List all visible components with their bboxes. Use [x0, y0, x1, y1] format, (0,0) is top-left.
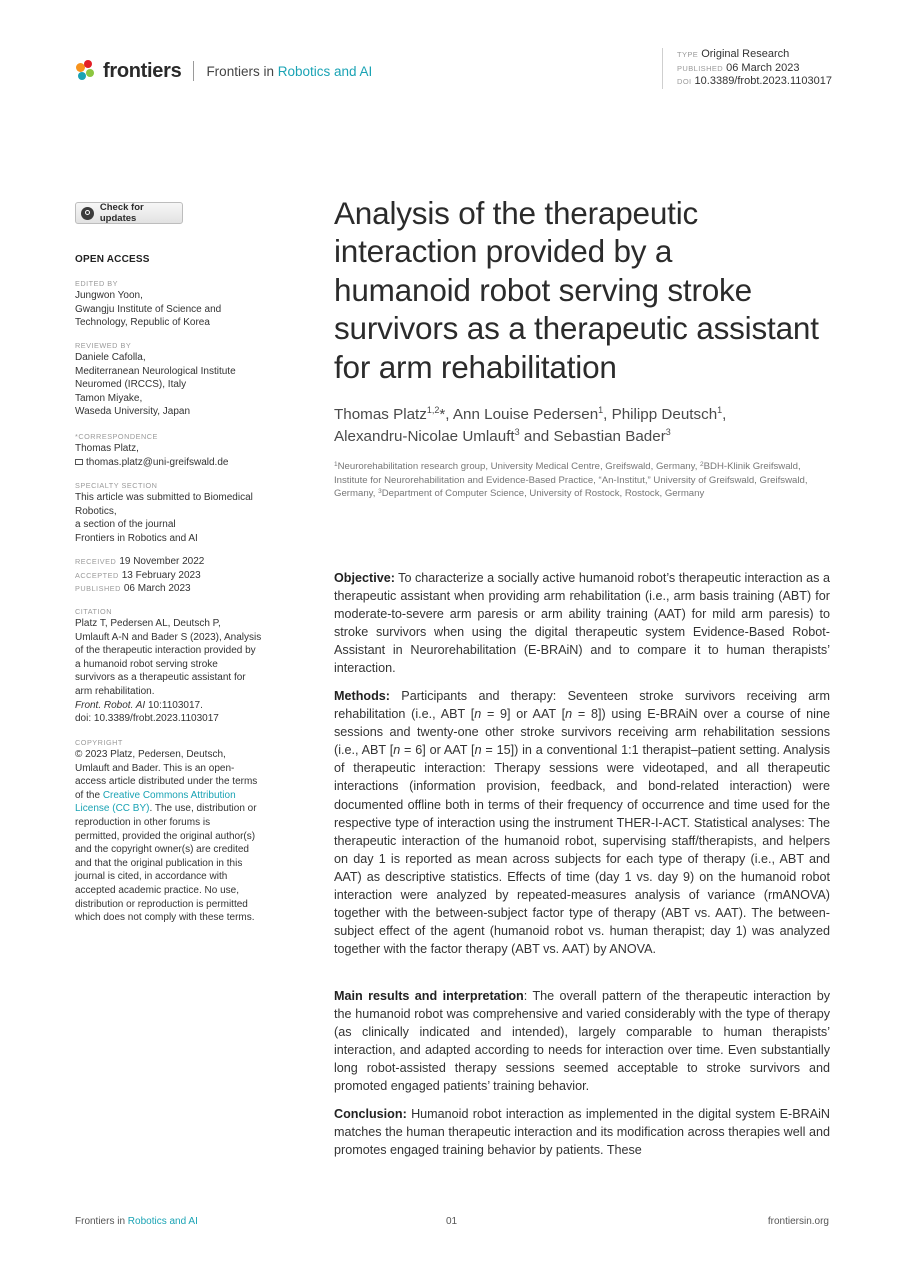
logo-divider — [193, 61, 194, 81]
frontiers-logo[interactable] — [75, 58, 372, 84]
footer-journal-link[interactable]: Robotics and AI — [127, 1216, 198, 1227]
abstract-methods: Methods: Participants and therapy: Seventeen stroke survivors receiving arm rehabilitation (i.e., ABT [n = 9] or AAT [n = 8]) using E-BRAiN over a course of nine sessions and twenty-one other stroke survivors receiving arm rehabilitation sessions (i.e., ABT [n = 6] or AAT [n = 15]) in a conventional 1:1 therapist–patient setting. Analysis of therapeutic interaction: Therapy sessions were videotaped, and all therapeutic interactions (information provision, feedback, and bond-related interaction) were documented offline both in terms of their frequency of occurrence and time used for the respective type of interaction using the instrument THER-I-ACT. Statistical analyses: The therapeutic interaction of the humanoid robot, supervising staff/therapists, and helpers on day 1 is reported as mean across subjects for each type of therapy (i.e., ABT and AAT) as descriptive statistics. Effects of time (day 1 vs. day 9) on the humanoid robot interaction were analyzed by repeated-measures analysis of variance (rmANOVA) together with the between-subject factor type of therapy (ABT vs. AAT). The between-subject effect of the agent (humanoid robot vs. human therapist; day 1) was analyzed together with the factor therapy (ABT vs. AAT) by ANOVA. — [334, 689, 831, 957]
meta-published: PUBLISHED 06 March 2023 — [677, 61, 800, 74]
frontiers-logo-icon — [75, 60, 97, 82]
specialty-section: SPECIALTY SECTION This article was submitted to Biomedical Robotics, a section of the journal Frontiers in Robotics and AI — [75, 481, 253, 544]
author-name: Philipp Deutsch — [611, 406, 718, 423]
received-date: RECEIVED 19 November 2022 — [75, 556, 205, 567]
check-updates-label: Check for updates — [99, 202, 144, 224]
footer-journal: Frontiers in Robotics and AI — [75, 1216, 198, 1227]
abstract-objective: Objective: To characterize a socially active humanoid robot’s therapeutic interaction as a therapeutic assistant when providing arm rehabilitation (i.e., arm basis training (ABT) for moderate-to-severe arm paresis or arm ability training (AAT) for mild arm paresis) to stroke survivors when using the digital therapeutic system Evidence-Based Robot-Assistant in Neurorehabilitation (E-BRAiN) and to compare it to human therapists’ interaction. — [334, 571, 830, 676]
cc-by-link[interactable]: License (CC BY) — [75, 803, 150, 815]
article-meta — [662, 48, 832, 89]
reviewed-by-section: REVIEWED BY Daniele Cafolla, Mediterranean Neurological Institute Neuromed (IRCCS), Italy Tamon Miyake, Waseda University, Japan — [75, 341, 236, 418]
mail-icon — [75, 459, 83, 465]
author-name: Alexandru-Nicolae Umlauft — [334, 428, 515, 445]
author-list: Thomas Platz$^{1,2}$*, Ann Louise Pedersen$^1$, Philipp Deutsch$^1$, Alexandru-Nicolae Umlauft$^3$ and Sebastian Bader$^3$ — [334, 405, 727, 445]
check-updates-icon — [81, 207, 94, 220]
dates-section — [75, 555, 280, 596]
cc-license-link[interactable]: Creative Commons Attribution — [102, 789, 236, 801]
copyright-section: COPYRIGHT © 2023 Platz, Pedersen, Deutsch, Umlauft and Bader. This is an open- access article distributed under the terms of the Creative Commons Attribution License (CC BY). The use, distribution or reproduction in other forums is permitted, provided the original author(s) and the copyright owner(s) are credited and that the original publication in this journal is cited, in accordance with accepted academic practice. No use, distribution or reproduction is permitted which does not comply with these terms. — [75, 738, 258, 924]
journal-name: Frontiers in Robotics and AI — [206, 63, 373, 79]
edited-by-section: EDITED BY Jungwon Yoon, Gwangju Institute of Science and Technology, Republic of Korea — [75, 279, 222, 329]
accepted-date: ACCEPTED 13 February 2023 — [75, 569, 201, 581]
affiliations: $^1$Neurorehabilitation research group, University Medical Centre, Greifswald, Germany, $^2$BDH-Klinik Greifswald, Institute for Neurorehabilitation and Evidence-Based Practice, “An-Institut,” University of Greifswald, Greifswald, Germany, $^3$Department of Computer Science, University of Rostock, Rostock, Germany — [334, 461, 808, 499]
article-title: Analysis of the therapeutic interaction provided by a humanoid robot serving stroke survivors as a therapeutic assistant for arm rehabilitation — [334, 195, 819, 385]
frontiersin-link[interactable]: frontiersin.org — [767, 1216, 829, 1227]
logo-wordmark: frontiers — [103, 59, 182, 82]
page-number: 01 — [446, 1216, 458, 1227]
author-name: Sebastian Bader — [553, 428, 666, 445]
author-name: Ann Louise Pedersen — [452, 406, 599, 423]
correspondence-email[interactable]: thomas.platz@uni-greifswald.de — [75, 456, 280, 470]
open-access-label: OPEN ACCESS — [75, 254, 150, 265]
check-for-updates-button[interactable] — [75, 202, 183, 224]
meta-doi: DOI 10.3389/frobt.2023.1103017 — [677, 75, 832, 87]
abstract-conclusion: Conclusion: Humanoid robot interaction as implemented in the digital system E-BRAiN matches the human therapeutic interaction and its modification across therapies well and promotes engaged training behavior by patients. These — [334, 1107, 830, 1158]
correspondence-section: *CORRESPONDENCE Thomas Platz, thomas.platz@uni-greifswald.de — [75, 432, 280, 469]
citation-section: CITATION Platz T, Pedersen AL, Deutsch P, Umlauft A-N and Bader S (2023), Analysis of the therapeutic interaction provided by a humanoid robot serving stroke survivors as a therapeutic assistant for arm rehabilitation. Front. Robot. AI 10:1103017. doi: 10.3389/frobt.2023.1103017 — [75, 607, 262, 725]
abstract-results: Main results and interpretation: The overall pattern of the therapeutic interaction by the humanoid robot was comprehensive and varied considerably with the type of therapy (as clinically indicated and intended), largely comparable to human therapists’ interaction, and adapted according to needs for interaction over time. Even substantially long robot-assisted therapy sessions seemed acceptable to stroke survivors and promoted engaged patients’ training behavior. — [334, 989, 831, 1094]
published-date: PUBLISHED 06 March 2023 — [75, 583, 191, 595]
meta-type: TYPE Original Research — [677, 48, 790, 60]
author-name: Thomas Platz — [334, 406, 427, 423]
